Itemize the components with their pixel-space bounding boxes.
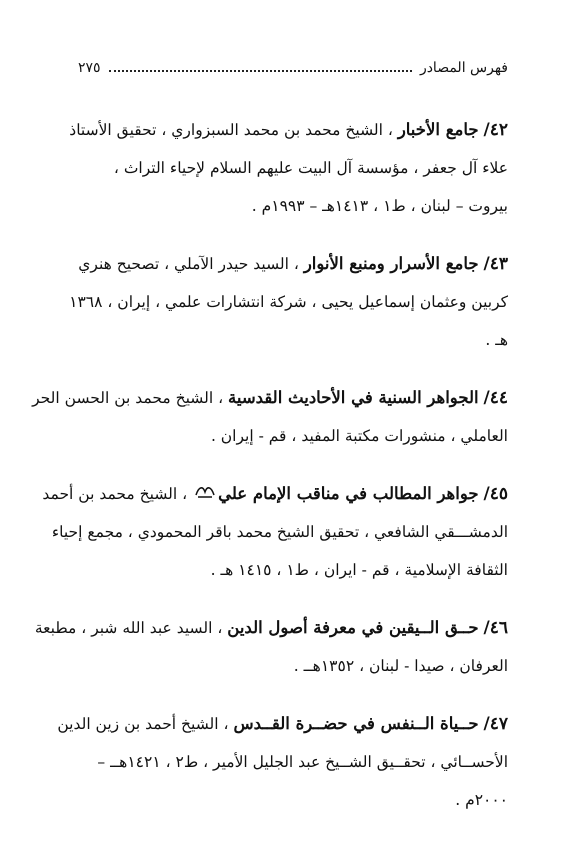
bibliography-entry-42 xyxy=(69,111,508,225)
entry-line: بيروت – لبنان ، ط١ ، ١٤١٣هـ – ١٩٩٣م . xyxy=(251,197,508,215)
entry-text: ، السيد حيدر الآملي ، تصحيح هنري xyxy=(78,255,299,273)
entry-number: ٤٤/ xyxy=(483,388,508,408)
entry-line: العرفان ، صيدا - لبنان ، ١٣٥٢هــ . xyxy=(293,657,508,675)
entry-text: ، الشيخ أحمد بن زين الدين xyxy=(57,715,229,733)
entry-number: ٤٥/ xyxy=(483,484,508,504)
entry-title: الجواهر السنية في الأحاديث القدسية xyxy=(228,388,479,407)
entry-text: ، السيد عبد الله شبر ، مطبعة xyxy=(34,619,223,637)
bibliography-entry-44 xyxy=(32,379,508,455)
bibliography-entry-46 xyxy=(34,609,508,685)
entry-title: جامع الأسرار ومنبع الأنوار xyxy=(303,254,479,273)
entry-text: ، الشيخ محمد بن أحمد xyxy=(42,485,188,503)
bibliography-entry-43 xyxy=(69,245,508,359)
entry-title: جواهر المطالب في مناقب الإمام علي xyxy=(218,484,479,503)
header-leader-dots xyxy=(109,70,412,72)
entry-text: ، الشيخ محمد بن محمد السبزواري ، تحقيق الأستاذ xyxy=(69,121,393,139)
entry-number: ٤٢/ xyxy=(483,120,508,140)
entry-line: هـ . xyxy=(485,331,508,349)
entry-number: ٤٣/ xyxy=(483,254,508,274)
header-title: فهرس المصادر xyxy=(419,60,508,76)
entry-number: ٤٦/ xyxy=(483,618,508,638)
honorific-ligature-icon xyxy=(194,483,216,501)
bibliography-list xyxy=(32,111,508,839)
entry-title: جامع الأخبار xyxy=(397,120,479,139)
page-number: ٢٧٥ xyxy=(78,60,101,76)
entry-title: حــق الــيقين في معرفة أصول الدين xyxy=(227,618,479,637)
entry-title: حــياة الــنفس في حضــرة القــدس xyxy=(233,714,479,733)
entry-line: الثقافة الإسلامية ، قم - ايران ، ط١ ، ١٤١٥ هـ . xyxy=(210,561,508,579)
page-header xyxy=(78,60,508,76)
entry-line: الأحســائي ، تحقــيق الشــيخ عبد الجليل الأمير ، ط٢ ، ١٤٢١هــ – xyxy=(97,753,508,771)
entry-line: كربين وعثمان إسماعيل يحيى ، شركة انتشارات علمي ، إيران ، ١٣٦٨ xyxy=(69,293,508,311)
entry-line: علاء آل جعفر ، مؤسسة آل البيت عليهم السلام لإحياء التراث ، xyxy=(113,159,508,177)
entry-line: الدمشـــقي الشافعي ، تحقيق الشيخ محمد باقر المحمودي ، مجمع إحياء xyxy=(51,523,508,541)
entry-line: العاملي ، منشورات مكتبة المفيد ، قم - إيران . xyxy=(210,427,508,445)
bibliography-entry-47 xyxy=(57,705,508,819)
entry-line: ٢٠٠٠م . xyxy=(455,791,508,809)
entry-number: ٤٧/ xyxy=(483,714,508,734)
bibliography-entry-45 xyxy=(42,475,508,589)
entry-text: ، الشيخ محمد بن الحسن الحر xyxy=(32,389,224,407)
